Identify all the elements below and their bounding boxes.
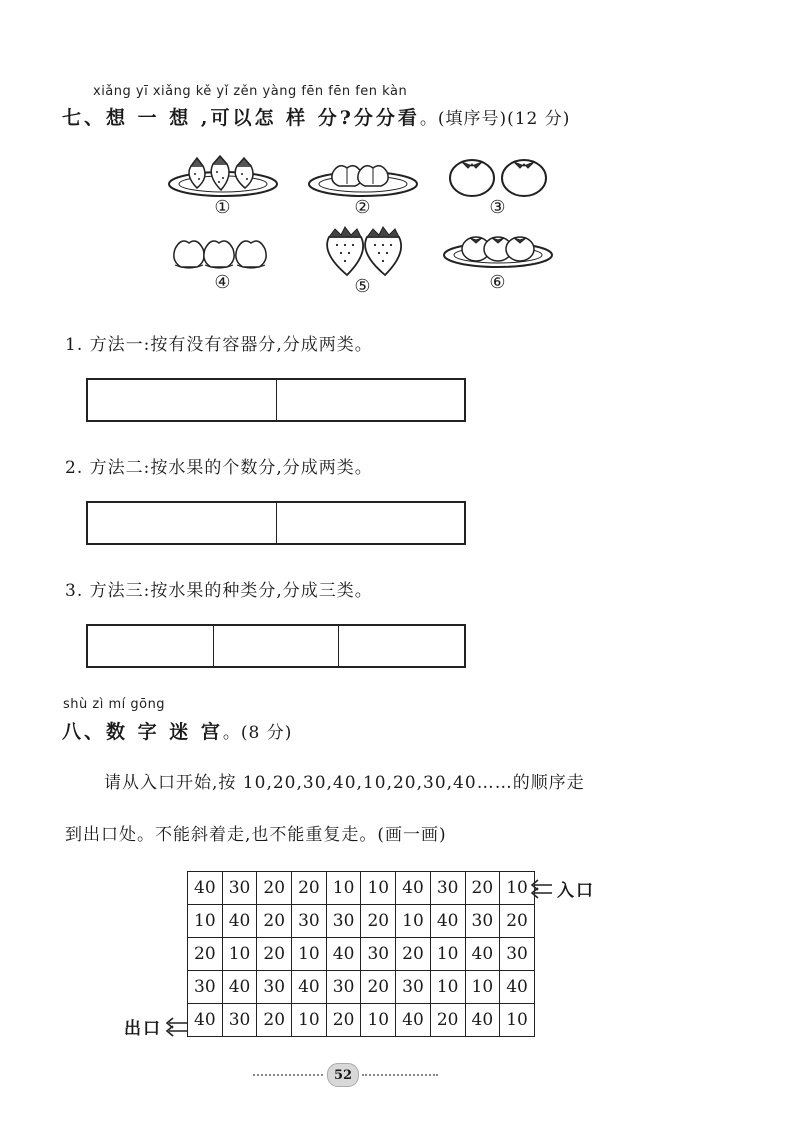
maze-cell[interactable]: 10	[188, 905, 223, 938]
tomatoes-on-plate-icon	[442, 225, 554, 273]
number-maze[interactable]	[187, 871, 535, 1037]
instruction-line-2: 到出口处。不能斜着走,也不能重复走。(画一画)	[65, 825, 447, 845]
method-3-answer-box[interactable]	[86, 624, 466, 668]
maze-cell[interactable]: 20	[465, 872, 500, 905]
section7-pinyin: xiǎng yī xiǎng kě yǐ zěn yàng fēn fēn fen kàn	[93, 84, 408, 99]
fruit-item-4-label: ④	[214, 272, 231, 293]
maze-cell[interactable]: 10	[292, 938, 327, 971]
footer-divider-right	[362, 1074, 438, 1076]
answer-cell[interactable]	[276, 380, 465, 420]
maze-cell[interactable]: 20	[188, 938, 223, 971]
maze-cell[interactable]: 10	[292, 1004, 327, 1037]
maze-cell[interactable]: 20	[361, 905, 396, 938]
maze-cell[interactable]: 10	[326, 872, 361, 905]
fruit-item-4	[165, 225, 280, 293]
maze-cell[interactable]: 30	[257, 971, 292, 1004]
maze-cell[interactable]: 10	[465, 971, 500, 1004]
maze-row	[188, 1004, 535, 1037]
maze-entrance	[530, 876, 595, 901]
maze-cell[interactable]: 10	[500, 1004, 535, 1037]
section8-note: 。(8 分)	[222, 723, 293, 743]
maze-cell[interactable]: 30	[292, 905, 327, 938]
maze-cell[interactable]: 40	[396, 1004, 431, 1037]
fruit-item-1-label: ①	[214, 197, 231, 218]
page-number: 52	[327, 1063, 359, 1087]
maze-cell[interactable]: 10	[430, 971, 465, 1004]
maze-cell[interactable]: 40	[465, 938, 500, 971]
maze-row	[188, 971, 535, 1004]
maze-cell[interactable]: 40	[292, 971, 327, 1004]
maze-cell[interactable]: 20	[257, 938, 292, 971]
maze-cell[interactable]: 30	[222, 872, 257, 905]
maze-cell[interactable]: 10	[430, 938, 465, 971]
fruit-item-5	[305, 225, 420, 297]
maze-row	[188, 872, 535, 905]
maze-cell[interactable]: 20	[430, 1004, 465, 1037]
maze-cell[interactable]: 40	[500, 971, 535, 1004]
answer-cell[interactable]	[88, 503, 276, 543]
maze-cell[interactable]: 20	[326, 1004, 361, 1037]
maze-cell[interactable]: 30	[326, 905, 361, 938]
fruit-item-5-label: ⑤	[354, 276, 371, 297]
maze-cell[interactable]: 40	[326, 938, 361, 971]
maze-cell[interactable]: 30	[500, 938, 535, 971]
fruit-item-1	[165, 152, 280, 218]
section8-heading	[62, 717, 292, 744]
fruit-item-3-label: ③	[489, 197, 506, 218]
maze-cell[interactable]: 20	[257, 905, 292, 938]
method-3-text: 3. 方法三:按水果的种类分,分成三类。	[65, 581, 373, 601]
answer-cell[interactable]	[276, 503, 465, 543]
section7-note: 。(填序号)(12 分)	[419, 109, 571, 129]
entrance-arrow-icon	[530, 879, 554, 899]
strawberries-icon	[307, 225, 419, 277]
maze-exit	[124, 1014, 189, 1039]
section8-title: 八、数 字 迷 宫	[62, 721, 223, 743]
maze-cell[interactable]: 20	[257, 1004, 292, 1037]
maze-cell[interactable]: 30	[430, 872, 465, 905]
method-2-text: 2. 方法二:按水果的个数分,分成两类。	[65, 458, 373, 478]
maze-cell[interactable]: 30	[222, 1004, 257, 1037]
fruit-item-3	[440, 152, 555, 218]
method-1-text: 1. 方法一:按有没有容器分,分成两类。	[65, 335, 373, 355]
section7-heading	[62, 103, 570, 130]
maze-row	[188, 905, 535, 938]
maze-cell[interactable]: 40	[188, 872, 223, 905]
maze-row	[188, 938, 535, 971]
instruction-line-1: 请从入口开始,按 10,20,30,40,10,20,30,40……的顺序走	[104, 773, 585, 793]
maze-cell[interactable]: 10	[500, 872, 535, 905]
maze-cell[interactable]: 20	[292, 872, 327, 905]
maze-cell[interactable]: 10	[222, 938, 257, 971]
method-1-answer-box[interactable]	[86, 378, 466, 422]
maze-cell[interactable]: 20	[257, 872, 292, 905]
peaches-icon	[167, 225, 279, 273]
maze-cell[interactable]: 30	[465, 905, 500, 938]
maze-cell[interactable]: 10	[361, 872, 396, 905]
exit-label: 出口	[124, 1019, 162, 1039]
entrance-label: 入口	[557, 881, 595, 901]
strawberries-on-plate-icon	[167, 152, 279, 198]
maze-cell[interactable]: 40	[465, 1004, 500, 1037]
fruit-item-6	[440, 225, 555, 293]
answer-cell[interactable]	[88, 380, 276, 420]
footer-divider-left	[253, 1074, 323, 1076]
maze-cell[interactable]: 30	[326, 971, 361, 1004]
maze-cell[interactable]: 40	[222, 971, 257, 1004]
maze-cell[interactable]: 30	[396, 971, 431, 1004]
fruit-item-6-label: ⑥	[489, 272, 506, 293]
maze-cell[interactable]: 30	[361, 938, 396, 971]
section7-title: 七、想 一 想 ,可以怎 样 分?分分看	[62, 107, 420, 129]
fruit-item-2-label: ②	[354, 197, 371, 218]
fruit-item-2	[305, 152, 420, 218]
answer-cell[interactable]	[213, 626, 339, 666]
maze-cell[interactable]: 20	[500, 905, 535, 938]
section8-pinyin: shù zì mí gōng	[63, 697, 166, 712]
maze-cell[interactable]: 20	[396, 938, 431, 971]
tomatoes-icon	[442, 152, 554, 198]
maze-cell[interactable]: 40	[430, 905, 465, 938]
maze-cell[interactable]: 10	[396, 905, 431, 938]
maze-cell[interactable]: 40	[188, 1004, 223, 1037]
maze-cell[interactable]: 10	[361, 1004, 396, 1037]
peaches-on-plate-icon	[307, 152, 419, 198]
maze-cell[interactable]: 40	[396, 872, 431, 905]
method-2-answer-box[interactable]	[86, 501, 466, 545]
exit-arrow-icon	[165, 1017, 189, 1037]
maze-cell[interactable]: 40	[222, 905, 257, 938]
maze-cell[interactable]: 20	[361, 971, 396, 1004]
answer-cell[interactable]	[88, 626, 213, 666]
answer-cell[interactable]	[338, 626, 464, 666]
maze-cell[interactable]: 30	[188, 971, 223, 1004]
